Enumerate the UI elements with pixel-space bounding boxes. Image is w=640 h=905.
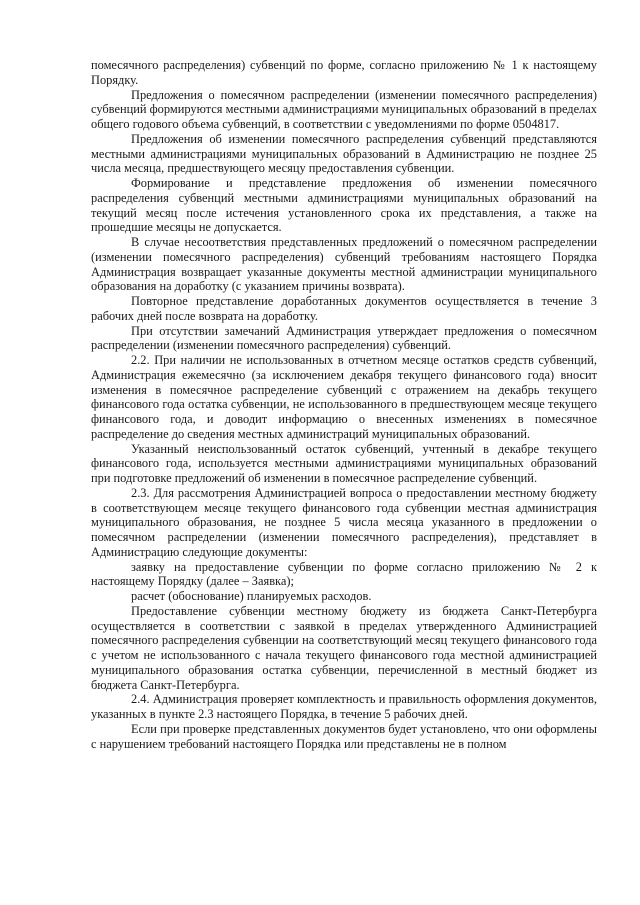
paragraph: Предоставление субвенции местному бюджету из бюджета Санкт-Петербурга осуществляется в соответствии с заявкой в пределах утвержденного Администрацией помесячного распределения субвенции на соответствующий месяц текущего финансового года с учетом не использованного с начала текущего финансового года местной администрацией муниципального образования остатка субвенции, перечисленной в местный бюджет из бюджета Санкт-Петербурга. [91,603,597,692]
paragraph: Формирование и представление предложения об изменении помесячного распределения субвенций местными администрациями муниципальных образований на текущий месяц после истечения установленного срока их представления, а также на прошедшие месяцы не допускается. [91,176,597,235]
paragraph: Если при проверке представленных документов будет установлено, что они оформлены с нарушением требований настоящего Порядка или представлены не в полном [91,721,597,751]
paragraph: 2.2. При наличии не использованных в отчетном месяце остатков средств субвенций, Администрация ежемесячно (за исключением декабря текущего финансового года) вносит изменения в помесячное распределение субвенций с отражением на декабрь текущего финансового года остатка субвенции, не использованного в предшествующем месяце текущего финансового года, и доводит информацию о внесенных изменениях в помесячное распределение до сведения местных администраций муниципальных образований. [91,353,597,441]
paragraph: Предложения о помесячном распределении (изменении помесячного распределения) субвенций формируются местными администрациями муниципальных образований в пределах общего годового объема субвенций, в соответствии с уведомлениями по форме 0504817. [91,87,597,131]
paragraph: заявку на предоставление субвенции по форме согласно приложению № 2 к настоящему Порядку (далее – Заявка); [91,559,597,589]
paragraph: Предложения об изменении помесячного распределения субвенций представляются местными администрациями муниципальных образований в Администрацию не позднее 25 числа месяца, предшествующего месяцу предоставления субвенции. [91,131,597,176]
paragraph: Повторное представление доработанных документов осуществляется в течение 3 рабочих дней после возврата на доработку. [91,294,597,323]
paragraph: 2.3. Для рассмотрения Администрацией вопроса о предоставлении местному бюджету в соответствующем месяце текущего финансового года субвенции местная администрация муниципального образования, не позднее 5 числа месяца указанного в предложении о помесячном распределении (изменении помесячного распределения), представляет в Администрацию следующие документы: [91,485,597,559]
document-page [91,58,597,751]
paragraph: Указанный неиспользованный остаток субвенций, учтенный в декабре текущего финансового года, используется местными администрациями муниципальных образований при подготовке предложений об изменении в помесячное распределение субвенций. [91,441,597,485]
paragraph: При отсутствии замечаний Администрация утверждает предложения о помесячном распределении (изменении помесячного распределения) субвенций. [91,323,597,353]
paragraph: помесячного распределения) субвенций по форме, согласно приложению № 1 к настоящему Порядку. [91,58,597,87]
paragraph: расчет (обоснование) планируемых расходов. [131,589,372,603]
paragraph: В случае несоответствия представленных предложений о помесячном распределении (изменении помесячного распределения) субвенций требованиям настоящего Порядка Администрация возвращает указанные документы местной администрации муниципального образования на доработку (с указанием причины возврата). [91,235,597,294]
paragraph: 2.4. Администрация проверяет комплектность и правильность оформления документов, указанных в пункте 2.3 настоящего Порядка, в течение 5 рабочих дней. [91,692,597,721]
